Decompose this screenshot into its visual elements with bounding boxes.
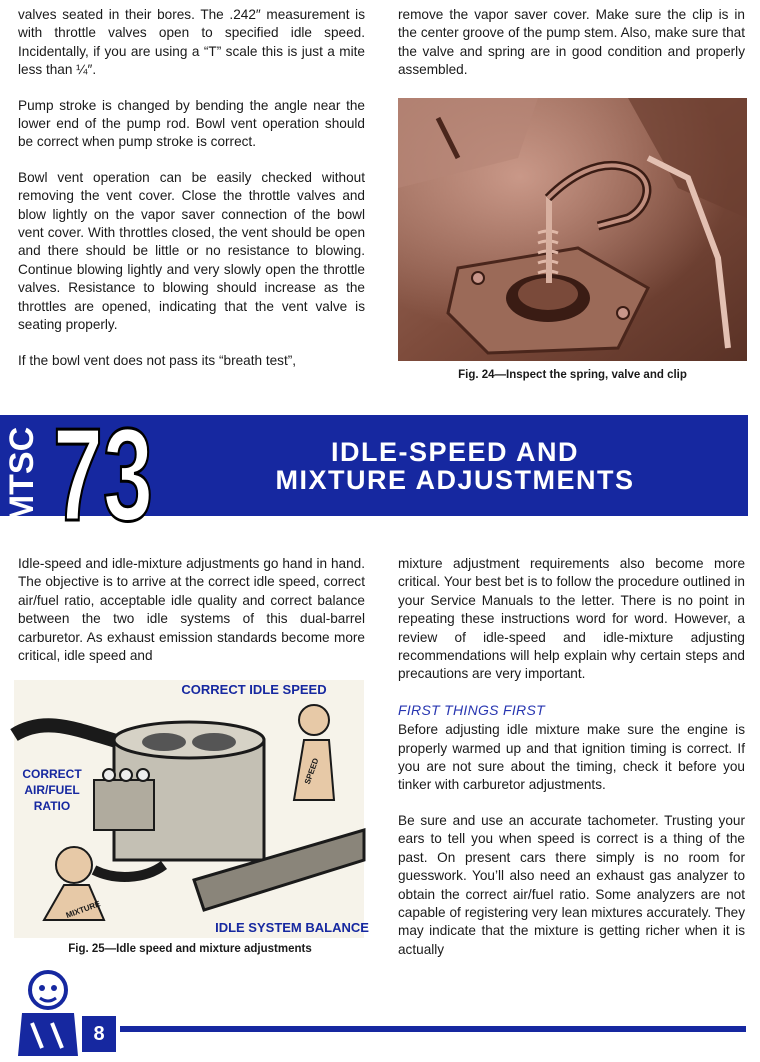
section-block (398, 701, 745, 795)
label-speed-tag: SPEED (302, 756, 321, 786)
mascot-logo-icon (12, 968, 86, 1058)
mtsc-73-logo (0, 400, 160, 548)
fig25-illustration (14, 680, 369, 938)
bottom-left-column (18, 555, 365, 665)
label-correct-idle-speed: CORRECT IDLE SPEED (181, 682, 327, 697)
footer-rule (120, 1026, 746, 1032)
paragraph: Be sure and use an accurate tachometer. Trusting your ears to tell you when speed is correct is a thing of the past. On present cars there simply is no room for guesswork. You’ll also need an exhaust gas analyzer to obtain the correct air/fuel ratio. Some analyzers are not capable of registering very lean mixtures accurately. They may indicate that the mixture is getting richer when it is actually (398, 812, 745, 957)
paragraph: Pump stroke is changed by bending the angle near the lower end of the pump rod. Bowl vent operation should be correct when pump stroke is correct. (18, 97, 365, 150)
paragraph: Bowl vent operation can be easily checked without removing the vent cover. Close the throttle valves and blow lightly on the vapor saver connection of the bowl vent cover. With throttles closed, the vent should be open and there should be little or no resistance to blowing. Continue blowing lightly and very slowly open the throttle valves. Resistance to blowing should increase as the throttles are opened, indicating that the vent valve is seating properly. (18, 169, 365, 333)
paragraph: If the bowl vent does not pass its “breath test”, (18, 352, 297, 368)
mascot-right (294, 705, 334, 800)
top-left-column (18, 6, 365, 370)
label-ratio: RATIO (33, 799, 71, 813)
label-air-fuel: AIR/FUEL (24, 783, 80, 797)
paragraph: mixture adjustment requirements also become more critical. Your best bet is to follow the procedure outlined in your Service Manuals to the letter. There is no point in repeating these instructions word for word. However, a review of idle-speed and idle-mixture adjusting recommendations will help explain why certain steps and precautions are very important. (398, 556, 745, 682)
paragraph: Idle-speed and idle-mixture adjustments go hand in hand. The objective is to arrive at the correct idle speed, correct air/fuel ratio, acceptable idle quality and correct balance between the two idle systems of this dual-barrel carburetor. As exhaust emission standards become more critical, idle speed and (18, 556, 365, 664)
carburetor-cartoon (14, 680, 369, 938)
label-mixture-tag: MIXTURE (64, 899, 102, 921)
label-correct: CORRECT (22, 767, 82, 781)
bottom-right-column (398, 555, 745, 959)
carburetor-spring-photo (398, 98, 747, 361)
section-heading: FIRST THINGS FIRST (398, 701, 545, 718)
top-right-column (398, 6, 745, 80)
section-title-line1: IDLE-SPEED AND (330, 437, 580, 467)
section-title (175, 438, 735, 494)
paragraph: valves seated in their bores. The .242″ measurement is with throttle valves open to specified idle speed. Incidentally, if you are using a “T” scale this is just a mite less than ¼″. (18, 7, 365, 78)
label-idle-system-balance: IDLE SYSTEM BALANCE (215, 920, 369, 935)
section-title-line2: MIXTURE ADJUSTMENTS (275, 465, 635, 495)
logo-year-text: 73 (53, 401, 153, 548)
paragraph: remove the vapor saver cover. Make sure the clip is in the center groove of the pump stem. Also, make sure that the valve and spring are in good condition and properly assembled. (398, 7, 745, 78)
logo-mtsc-text: MTSC (3, 426, 41, 524)
page-number: 8 (82, 1016, 116, 1052)
fig24-caption: Fig. 24—Inspect the spring, valve and clip (458, 369, 687, 381)
fig25-caption: Fig. 25—Idle speed and mixture adjustments (68, 943, 312, 955)
paragraph: Before adjusting idle mixture make sure the engine is properly warmed up and that ignition timing is correct. If you are not sure about the timing, check it before you tinker with carburetor adjustments. (398, 722, 745, 793)
fig24-photo (398, 98, 747, 361)
